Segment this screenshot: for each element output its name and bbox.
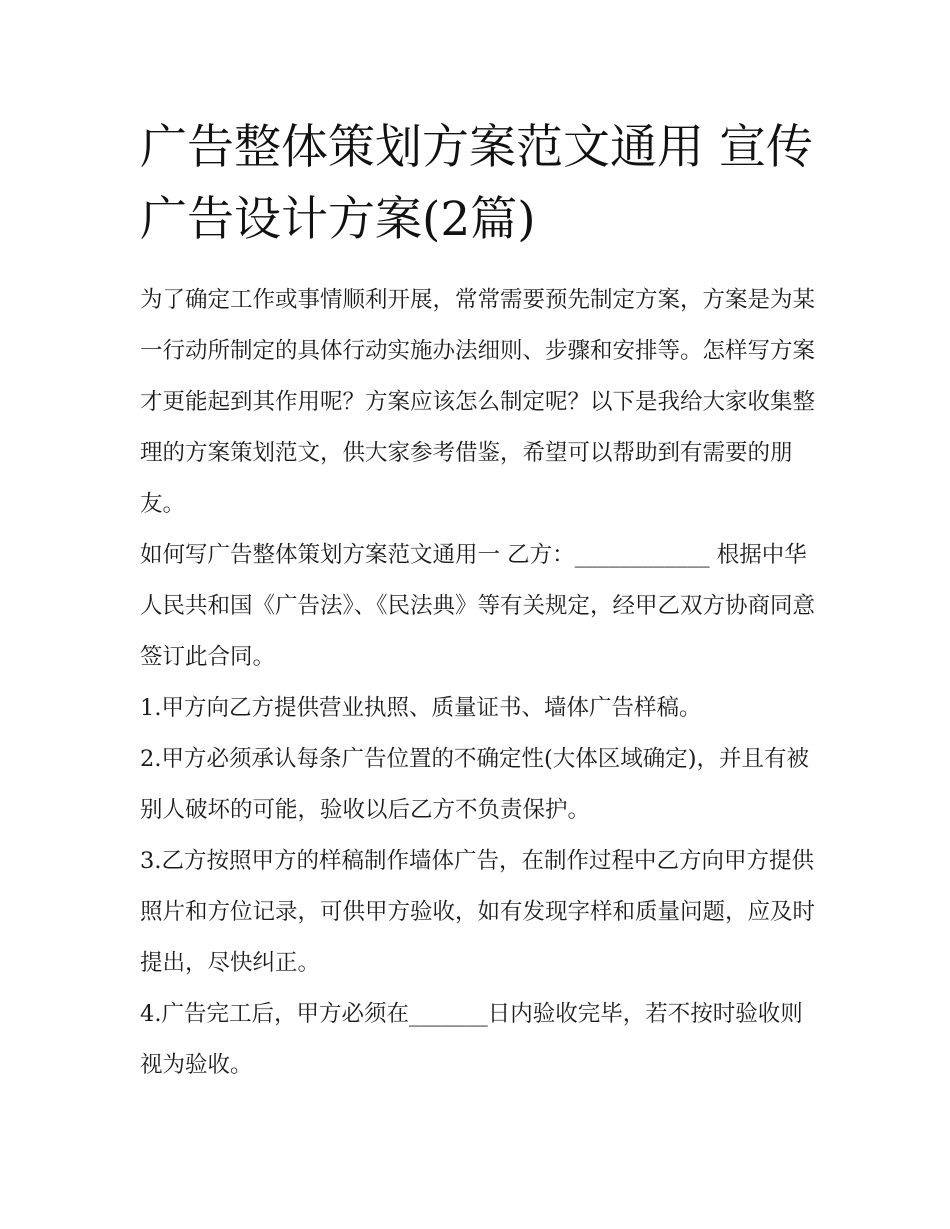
clause-4: 4.广告完工后，甲方必须在_______日内验收完毕，若不按时验收则视为验收。 (140, 1001, 803, 1078)
intro-paragraph: 为了确定工作或事情顺利开展，常常需要预先制定方案，方案是为某一行动所制定的具体行动实施办法细则、步骤和安排等。怎样写方案才更能起到其作用呢？方案应该怎么制定呢？以下是我给大家收集整理的方案策划范文，供大家参考借鉴，希望可以帮助到有需要的朋友。 (140, 287, 816, 517)
clause-3: 3.乙方按照甲方的样稿制作墙体广告，在制作过程中乙方向甲方提供照片和方位记录，可供甲方验收，如有发现字样和质量问题，应及时提出，尽快纠正。 (140, 848, 816, 976)
contract-intro-paragraph: 如何写广告整体策划方案范文通用一 乙方：____________ 根据中华人民共和国《广告法》、《民法典》等有关规定，经甲乙双方协商同意签订此合同。 (140, 542, 816, 670)
document-title: 广告整体策划方案范文通用 宣传广告设计方案(2篇) (140, 120, 813, 247)
clause-1: 1.甲方向乙方提供营业执照、质量证书、墙体广告样稿。 (140, 695, 702, 721)
clause-2: 2.甲方必须承认每条广告位置的不确定性(大体区域确定)，并且有被别人破坏的可能，验收以后乙方不负责保护。 (140, 746, 810, 823)
document-body (140, 275, 820, 1091)
